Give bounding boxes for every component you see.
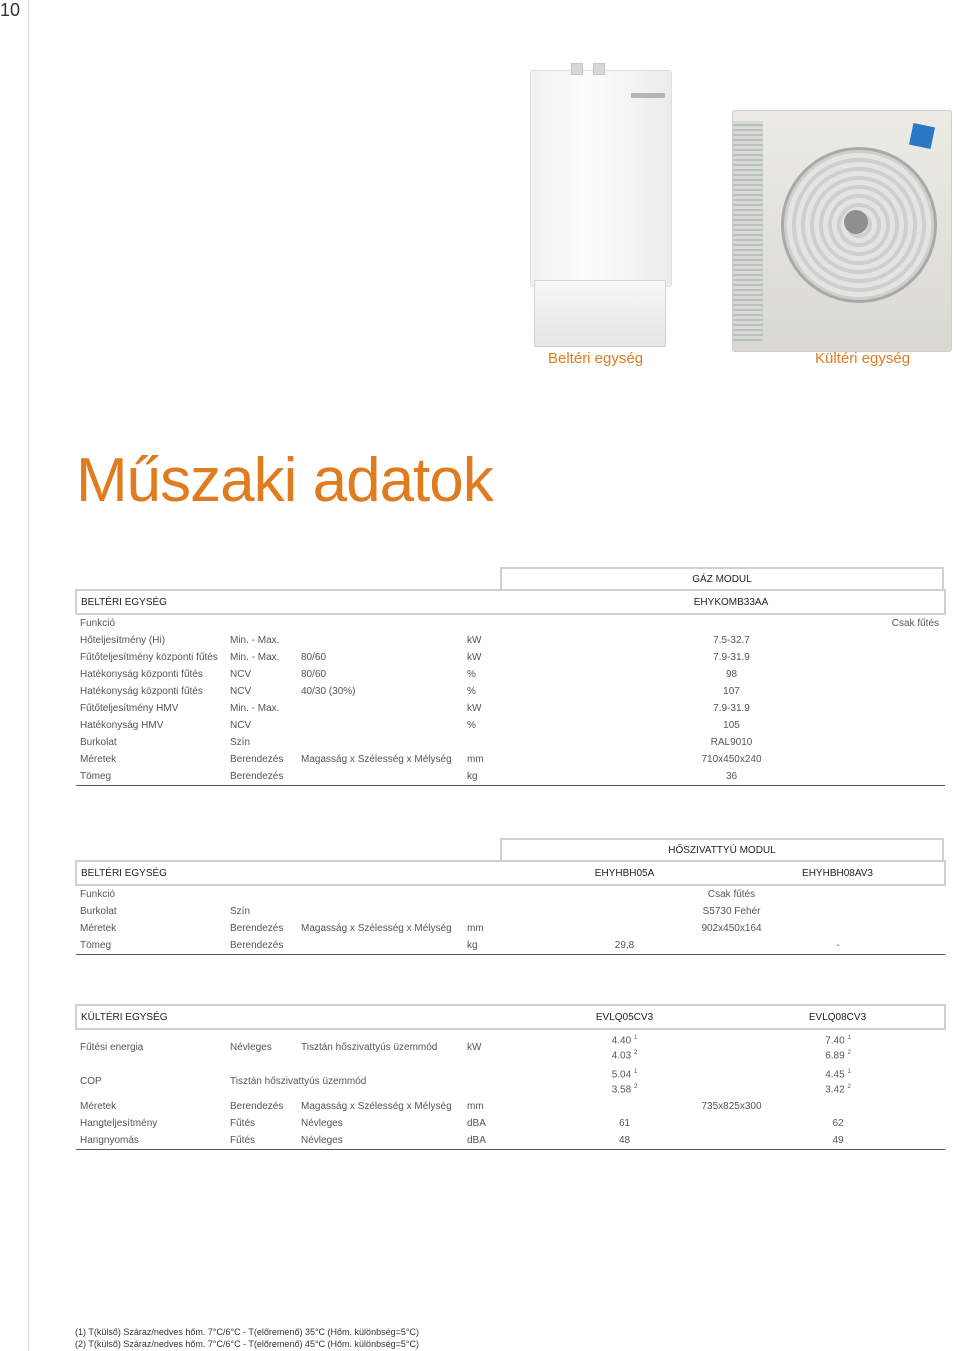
table-row	[76, 1029, 945, 1064]
daikin-logo	[909, 123, 935, 149]
daikin-logo	[631, 93, 665, 98]
row-detail: Magasság x Szélesség x Mélység	[301, 754, 452, 765]
row-unit: kW	[467, 652, 482, 663]
row-detail: 80/60	[301, 669, 327, 680]
row-condition: Berendezés	[230, 923, 284, 934]
model-code: EHYKOMB33AA	[518, 590, 945, 614]
row-label: Hangteljesítmény	[80, 1118, 158, 1129]
gas-module-table	[75, 589, 946, 786]
heat-pump-coil	[733, 121, 763, 341]
row-value: 62	[832, 1118, 844, 1129]
row-condition: Szín	[230, 737, 251, 748]
row-value: 4.45 $^1$ 3.42 $^2$	[825, 1068, 851, 1096]
row-condition: NCV	[230, 686, 252, 697]
indoor-unit-caption: Beltéri egység	[548, 350, 644, 367]
model-code: EVLQ08CV3	[731, 1005, 945, 1029]
row-condition: Tisztán hőszivattyús üzemmód	[230, 1075, 367, 1087]
boiler-bottom-cover	[534, 280, 666, 347]
boiler-pipe	[571, 63, 583, 75]
row-value: 61	[618, 1118, 631, 1129]
table-row	[76, 885, 945, 903]
heat-pump-body	[732, 110, 952, 352]
row-unit: mm	[467, 923, 484, 934]
row-value: 7.40 $^1$ 6.89 $^2$	[825, 1034, 851, 1062]
row-label: Funkció	[80, 889, 116, 900]
row-condition: Min. - Max.	[230, 652, 280, 663]
row-detail: Magasság x Szélesség x Mélység	[301, 1101, 452, 1112]
row-unit: kW	[467, 635, 482, 646]
row-condition: Berendezés	[226, 768, 297, 786]
row-unit: dBA	[467, 1118, 486, 1129]
row-label: Méretek	[80, 923, 117, 934]
gas-module-heading: GÁZ MODUL	[500, 567, 944, 589]
table-row	[76, 751, 945, 768]
row-unit: kg	[463, 937, 518, 955]
row-condition: Névleges	[230, 1041, 272, 1053]
row-value: Csak fűtés	[707, 889, 756, 900]
outdoor-unit-photo	[732, 110, 950, 350]
row-label: Hatékonyság HMV	[80, 720, 164, 731]
table-row	[76, 920, 945, 937]
row-condition: Min. - Max.	[230, 703, 280, 714]
row-value: 7.5-32.7	[713, 635, 750, 646]
footnotes	[75, 1326, 419, 1350]
row-condition: NCV	[230, 669, 252, 680]
outdoor-unit-caption: Kültéri egység	[815, 350, 911, 367]
section-label: BELTÉRI EGYSÉG	[76, 590, 518, 614]
model-code: EHYHBH05A	[518, 861, 731, 885]
table-row	[76, 1098, 945, 1115]
table-row	[76, 903, 945, 920]
row-label: Hatékonyság központi fűtés	[80, 686, 203, 697]
row-condition: Berendezés	[230, 1101, 284, 1112]
product-photos	[500, 60, 950, 360]
footnote: (2) T(külső) Száraz/nedves hőm. 7°C/6°C - T(előremenő) 45°C (Hőm. különbség=5°C)	[75, 1339, 419, 1349]
indoor-unit-photo	[530, 70, 670, 360]
row-label: COP	[80, 1075, 102, 1087]
row-detail	[297, 632, 463, 649]
row-label: Fűtőteljesítmény HMV	[80, 703, 179, 714]
row-unit: dBA	[463, 1132, 518, 1150]
table-row	[76, 632, 945, 649]
row-condition: Szín	[230, 906, 251, 917]
table-row	[76, 1115, 945, 1132]
row-unit: kg	[463, 768, 518, 786]
row-condition: Berendezés	[230, 754, 284, 765]
model-code: EHYHBH08AV3	[731, 861, 945, 885]
row-label: Fűtőteljesítmény központi fűtés	[80, 652, 218, 663]
row-condition: Min. - Max.	[230, 635, 280, 646]
row-value: 4.40 $^1$ 4.03 $^2$	[611, 1034, 638, 1062]
row-unit: kW	[467, 1041, 482, 1053]
row-value: S5730 Fehér	[702, 906, 761, 917]
table-row	[76, 683, 945, 700]
row-label: Hangnyomás	[76, 1132, 226, 1150]
row-label: Méretek	[80, 1101, 117, 1112]
row-unit: kW	[467, 703, 482, 714]
row-value: 107	[723, 686, 740, 697]
fan-hub	[844, 210, 868, 234]
table-row	[76, 1132, 945, 1150]
page-divider	[28, 0, 29, 1351]
table-row	[76, 717, 945, 734]
heat-pump-module-heading: HŐSZIVATTYÚ MODUL	[500, 838, 944, 860]
section-label: BELTÉRI EGYSÉG	[76, 861, 518, 885]
row-value: 98	[725, 669, 738, 680]
row-value: 710x450x240	[701, 754, 762, 765]
row-label: Burkolat	[80, 906, 117, 917]
row-condition: Fűtés	[226, 1132, 297, 1150]
row-value: 49	[731, 1132, 945, 1150]
row-value: 7.9-31.9	[713, 652, 750, 663]
table-row	[76, 666, 945, 683]
row-detail: Névleges	[301, 1118, 343, 1129]
row-value: 902x450x164	[701, 923, 762, 934]
table-row	[76, 1064, 945, 1098]
row-value: 7.9-31.9	[713, 703, 750, 714]
table-row	[76, 649, 945, 666]
outdoor-unit-table	[75, 1004, 946, 1150]
row-label: Tömeg	[76, 937, 226, 955]
row-unit: %	[467, 669, 476, 680]
row-value: Csak fűtés	[891, 618, 940, 629]
section-label: KÜLTÉRI EGYSÉG	[76, 1005, 518, 1029]
row-value: RAL9010	[710, 737, 753, 748]
table-row	[76, 734, 945, 751]
heat-pump-module-table	[75, 860, 946, 955]
row-unit: %	[467, 686, 476, 697]
table-header-row	[76, 861, 945, 885]
boiler-body	[530, 70, 672, 287]
row-detail: 80/60	[301, 652, 327, 663]
boiler-pipe	[593, 63, 605, 75]
row-unit: mm	[467, 1101, 484, 1112]
table-row	[76, 768, 945, 786]
row-value: 48	[518, 1132, 731, 1150]
row-label: Tömeg	[76, 768, 226, 786]
row-condition: Berendezés	[226, 937, 297, 955]
row-label: Méretek	[80, 754, 117, 765]
row-condition: NCV	[230, 720, 252, 731]
row-label: Hatékonyság központi fűtés	[80, 669, 203, 680]
row-detail: Névleges	[297, 1132, 463, 1150]
row-value: 105	[723, 720, 740, 731]
model-code: EVLQ05CV3	[518, 1005, 731, 1029]
table-header-row	[76, 590, 945, 614]
row-label: Hőteljesítmény (Hi)	[80, 635, 166, 646]
row-unit: mm	[467, 754, 484, 765]
page-number: 10	[0, 0, 21, 20]
row-label: Funkció	[80, 618, 116, 629]
row-value: 29,8	[518, 937, 731, 955]
table-row	[76, 614, 945, 632]
row-detail	[297, 700, 463, 717]
row-detail: Magasság x Szélesség x Mélység	[301, 923, 452, 934]
row-value: -	[731, 937, 945, 955]
row-detail	[297, 717, 463, 734]
footnote: (1) T(külső) Száraz/nedves hőm. 7°C/6°C - T(előremenő) 35°C (Hőm. különbség=5°C)	[75, 1327, 419, 1337]
row-detail: Tisztán hőszivattyús üzemmód	[301, 1041, 438, 1053]
page-title: Műszaki adatok	[76, 446, 493, 515]
row-value: 5.04 $^1$ 3.58 $^2$	[611, 1068, 638, 1096]
table-header-row	[76, 1005, 945, 1029]
row-condition: Fűtés	[230, 1118, 256, 1129]
table-row	[76, 700, 945, 717]
row-label: Fűtési energia	[80, 1041, 144, 1053]
row-unit: %	[467, 720, 476, 731]
table-row	[76, 937, 945, 955]
row-value: 735x825x300	[701, 1101, 762, 1112]
row-value: 36	[518, 768, 945, 786]
row-detail: 40/30 (30%)	[301, 686, 356, 697]
row-label: Burkolat	[80, 737, 117, 748]
